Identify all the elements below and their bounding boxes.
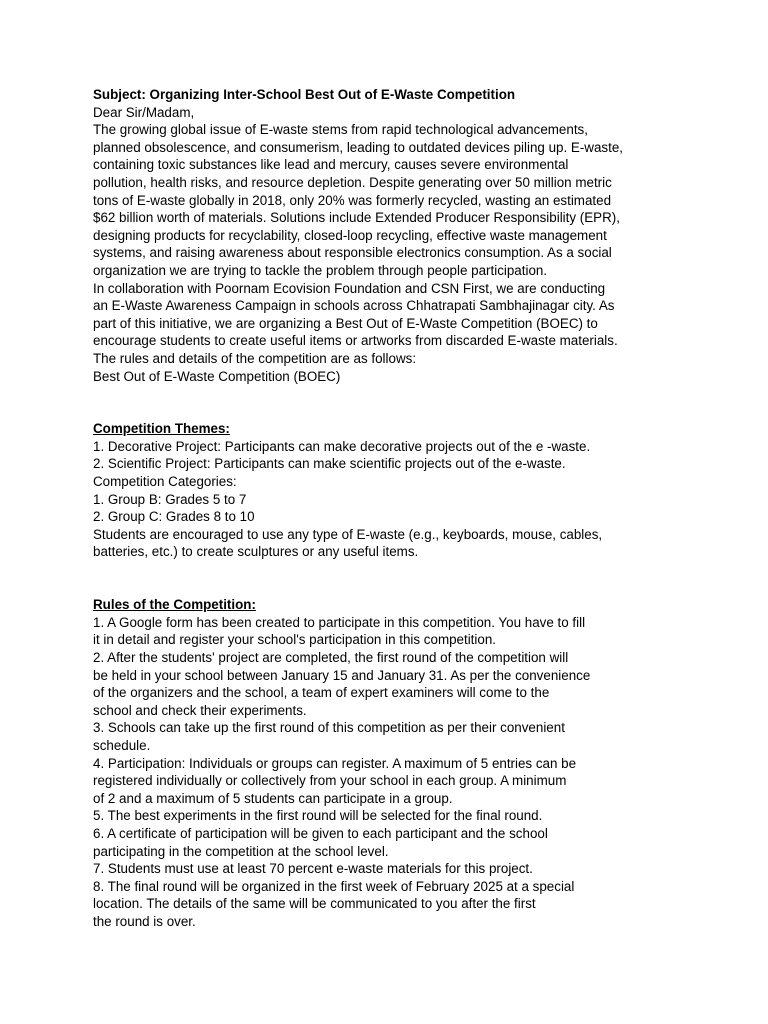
rules-line: 2. After the students' project are completed, the first round of the competition will	[93, 650, 569, 665]
rules-line: registered individually or collectively from your school in each group. A minimum	[93, 773, 567, 789]
rules-line: be held in your school between January 15 and January 31. As per the convenience	[93, 667, 591, 683]
themes-line: 1. Decorative Project: Participants can make decorative projects out of the e -waste.	[93, 438, 591, 454]
intro-line: In collaboration with Poornam Ecovision Foundation and CSN First, we are conducting	[93, 280, 606, 296]
themes-line: Competition Categories:	[93, 474, 237, 490]
rules-line: 6. A certificate of participation will be given to each participant and the school	[93, 825, 548, 841]
subject-line: Subject: Organizing Inter-School Best Out of E-Waste Competition	[93, 87, 516, 102]
themes-line: 1. Group B: Grades 5 to 7	[93, 491, 247, 507]
rules-line: the round is over.	[93, 913, 196, 929]
rules-line: school and check their experiments.	[93, 702, 307, 718]
intro-line: an E-Waste Awareness Campaign in schools across Chhatrapati Sambhajinagar city. As	[93, 298, 615, 314]
intro-line: organization we are trying to tackle the problem through people participation.	[93, 262, 548, 278]
rules-line: 3. Schools can take up the first round of this competition as per their convenient	[93, 720, 565, 736]
intro-paragraph	[93, 121, 693, 385]
rules-line: participating in the competition at the school level.	[93, 843, 389, 859]
intro-line: $62 billion worth of materials. Solutions include Extended Producer Responsibility (EPR),	[93, 210, 620, 226]
intro-line: tons of E-waste globally in 2018, only 20% was formerly recycled, wasting an estimated	[93, 192, 612, 208]
section-gap	[93, 385, 693, 420]
themes-line: 2. Scientific Project: Participants can make scientific projects out of the e-waste.	[93, 456, 566, 472]
salutation: Dear Sir/Madam,	[93, 104, 195, 120]
themes-line: Students are encouraged to use any type of E-waste (e.g., keyboards, mouse, cables,	[93, 526, 603, 542]
rules-heading: Rules of the Competition:	[93, 597, 256, 613]
rules-line: 5. The best experiments in the first round will be selected for the final round.	[93, 808, 543, 824]
intro-line: designing products for recyclability, closed-loop recycling, effective waste management	[93, 227, 607, 243]
rules-line: it in detail and register your school's participation in this competition.	[93, 632, 496, 648]
intro-line: The rules and details of the competition are as follows:	[93, 350, 417, 366]
rules-line: location. The details of the same will be communicated to you after the first	[93, 896, 536, 912]
intro-line: part of this initiative, we are organizing a Best Out of E-Waste Competition (BOEC) to	[93, 315, 598, 331]
themes-section	[93, 438, 693, 561]
rules-line: 8. The final round will be organized in the first week of February 2025 at a special	[93, 878, 575, 894]
themes-line: 2. Group C: Grades 8 to 10	[93, 509, 255, 525]
themes-line: batteries, etc.) to create sculptures or any useful items.	[93, 544, 419, 560]
rules-line: 4. Participation: Individuals or groups can register. A maximum of 5 entries can be	[93, 755, 577, 771]
intro-line: The growing global issue of E-waste stems from rapid technological advancements,	[93, 122, 588, 138]
intro-line: systems, and raising awareness about responsible electronics consumption. As a social	[93, 245, 612, 261]
intro-line: Best Out of E-Waste Competition (BOEC)	[93, 368, 341, 384]
rules-line: schedule.	[93, 737, 151, 753]
intro-line: planned obsolescence, and consumerism, leading to outdated devices piling up. E-waste,	[93, 139, 624, 155]
themes-heading: Competition Themes:	[93, 421, 230, 437]
rules-line: 7. Students must use at least 70 percent e-waste materials for this project.	[93, 861, 533, 877]
intro-line: pollution, health risks, and resource depletion. Despite generating over 50 million metric	[93, 174, 612, 190]
letter-document	[93, 86, 693, 931]
rules-line: of 2 and a maximum of 5 students can participate in a group.	[93, 790, 453, 806]
rules-section	[93, 614, 693, 931]
section-gap	[93, 561, 693, 596]
rules-line: of the organizers and the school, a team of expert examiners will come to the	[93, 685, 550, 701]
rules-line: 1. A Google form has been created to participate in this competition. You have to fill	[93, 614, 586, 630]
intro-line: containing toxic substances like lead and mercury, causes severe environmental	[93, 157, 569, 173]
intro-line: encourage students to create useful items or artworks from discarded E-waste materials.	[93, 333, 618, 349]
